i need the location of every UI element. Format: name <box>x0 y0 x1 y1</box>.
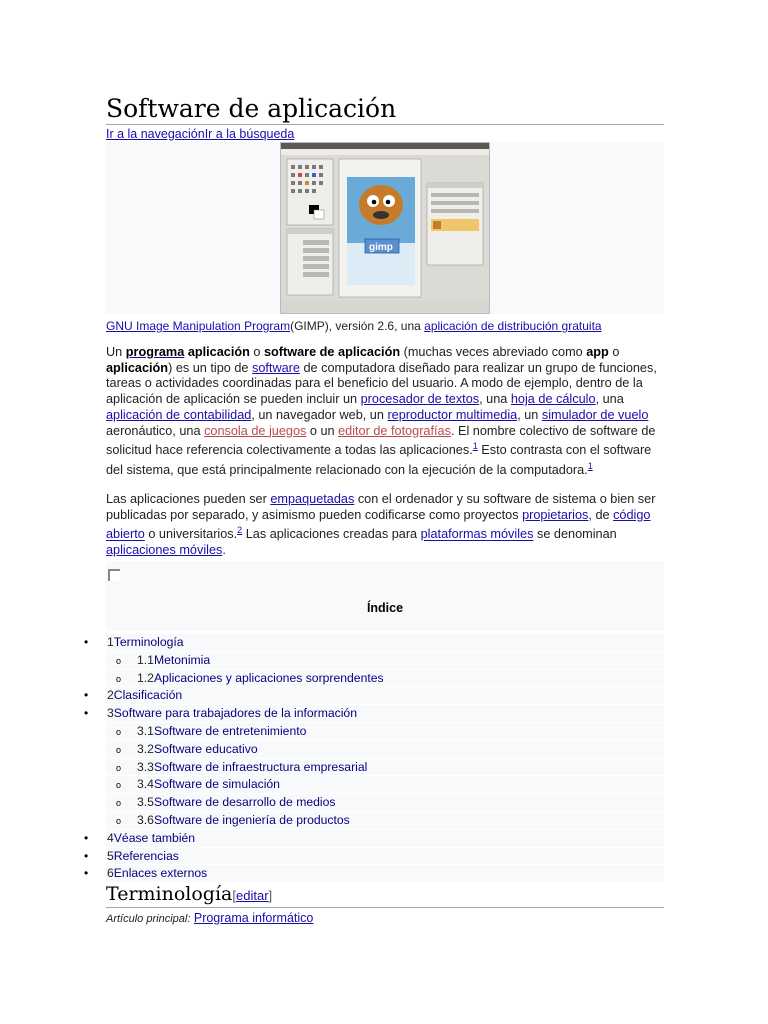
section-heading-terminologia: Terminología[editar] <box>106 883 664 908</box>
programa-link[interactable]: programa <box>125 345 185 359</box>
aplicaciones-moviles-link[interactable]: aplicaciones móviles <box>106 543 223 558</box>
bullet-icon: • <box>84 866 89 881</box>
toc-item[interactable] <box>84 634 664 652</box>
toc-number: 1.2 <box>137 670 154 685</box>
toc-item[interactable] <box>106 670 664 688</box>
plataformas-moviles-link[interactable]: plataformas móviles <box>420 527 534 542</box>
circle-bullet-icon: o <box>116 726 122 737</box>
toc-link[interactable]: Referencias <box>113 848 179 863</box>
reference-1b-link[interactable]: 1 <box>587 461 593 472</box>
toc-link[interactable]: Software de desarrollo de medios <box>153 795 336 810</box>
gimp-link[interactable]: GNU Image Manipulation Program <box>106 319 291 333</box>
circle-bullet-icon: o <box>116 673 122 684</box>
toc-item[interactable] <box>84 687 664 705</box>
toc-item[interactable] <box>106 776 664 794</box>
toc-number: 3.2 <box>137 741 154 756</box>
bullet-icon: • <box>84 635 89 649</box>
contabilidad-link[interactable]: aplicación de contabilidad <box>106 407 252 422</box>
toc-link[interactable]: Enlaces externos <box>113 866 208 881</box>
toc-link[interactable]: Clasificación <box>113 688 183 703</box>
toc-number: 3 <box>107 706 114 721</box>
circle-bullet-icon: o <box>116 762 122 773</box>
programa-informatico-link[interactable]: Programa informático <box>193 911 314 925</box>
reference-2-link[interactable]: 2 <box>237 525 243 536</box>
toc-number: 1 <box>107 635 114 649</box>
toc-item[interactable] <box>84 848 664 866</box>
circle-bullet-icon: o <box>116 798 122 809</box>
circle-bullet-icon: o <box>116 655 122 666</box>
bullet-icon: • <box>84 830 89 845</box>
reproductor-link[interactable]: reproductor multimedia <box>387 407 518 422</box>
hoja-calculo-link[interactable]: hoja de cálculo <box>510 392 596 407</box>
toc-item[interactable] <box>106 741 664 759</box>
second-paragraph: Las aplicaciones pueden ser empaquetadas con el ordenador y su software de sistema o bien ser publicadas por separado, y asimismo pueden codificarse como proyectos propietarios, de código abierto o universitarios.$^2$ Las aplicaciones creadas para plataformas móviles se denominan aplicaciones móviles. <box>106 492 656 558</box>
toc-number: 6 <box>107 866 114 881</box>
editor-fotografias-link[interactable]: editor de fotografías <box>338 423 451 438</box>
toc-number: 1.1 <box>137 652 154 667</box>
toc-item[interactable] <box>84 705 664 723</box>
bullet-icon: • <box>84 706 89 721</box>
circle-bullet-icon: o <box>116 744 122 755</box>
software-link[interactable]: software <box>252 360 300 375</box>
skip-to-navigation-link[interactable]: Ir a la navegación <box>106 127 205 141</box>
codigo-abierto-link[interactable]: código abierto <box>106 507 651 542</box>
reference-1-link[interactable]: 1 <box>472 441 478 452</box>
toc-number: 5 <box>107 848 114 863</box>
figure-caption: GNU Image Manipulation Program(GIMP), versión 2.6, una aplicación de distribución gratuita <box>106 319 602 333</box>
edit-section-link[interactable]: editar <box>236 888 269 903</box>
table-of-contents <box>84 634 664 883</box>
toc-number: 3.5 <box>137 795 154 810</box>
propietarios-link[interactable]: propietarios <box>522 507 589 522</box>
toc-link[interactable]: Software de simulación <box>153 777 280 792</box>
toc-link[interactable]: Véase también <box>113 830 196 845</box>
toc-link[interactable]: Software para trabajadores de la información <box>113 706 357 721</box>
toc-item[interactable] <box>106 812 664 830</box>
page-title: Software de aplicación <box>106 94 664 125</box>
toc-number: 2 <box>107 688 114 703</box>
toc-item[interactable] <box>106 794 664 812</box>
toc-link[interactable]: Software de ingeniería de productos <box>153 812 350 827</box>
toc-item[interactable] <box>106 759 664 777</box>
toc-number: 3.6 <box>137 812 154 827</box>
toc-number: 4 <box>107 830 114 845</box>
toc-number: 3.3 <box>137 759 154 774</box>
bullet-icon: • <box>84 848 89 863</box>
gimp-screenshot-image[interactable] <box>280 142 490 314</box>
toc-toggle-checkbox[interactable] <box>108 569 120 581</box>
toc-link[interactable]: Software de entretenimiento <box>153 723 307 738</box>
toc-link[interactable]: Metonimia <box>153 652 211 667</box>
toc-header <box>106 561 664 631</box>
intro-paragraph: Un programa aplicación o software de aplicación (muchas veces abreviado como app o aplicación) es un tipo de software de computadora diseñado para realizar un grupo de funciones, tareas o actividades coordinadas para el beneficio del usuario. A modo de ejemplo, dentro de la aplicación de aplicación se pueden incluir un procesador de textos, una hoja de cálculo, una aplicación de contabilidad, un navegador web, un reproductor multimedia, un simulador de vuelo aeronáutico, una consola de juegos o un editor de fotografías. El nombre colectivo de software de solicitud hace referencia colectivamente a todas las aplicaciones.$^1$ Esto contrasta con el software del sistema, que está principalmente relacionado con la ejecución de la computadora.$^1$ <box>106 345 657 478</box>
svg-text:gimp: gimp <box>369 242 393 253</box>
figure-box <box>106 142 664 314</box>
free-distribution-link[interactable]: aplicación de distribución gratuita <box>424 319 602 333</box>
toc-item[interactable] <box>106 652 664 670</box>
toc-number: 3.1 <box>137 723 154 738</box>
toc-item[interactable] <box>106 723 664 741</box>
toc-item[interactable] <box>84 830 664 848</box>
procesador-textos-link[interactable]: procesador de textos <box>360 392 480 407</box>
empaquetadas-link[interactable]: empaquetadas <box>270 492 355 506</box>
consola-juegos-link[interactable]: consola de juegos <box>204 423 307 438</box>
toc-link[interactable]: Terminología <box>113 635 184 649</box>
bullet-icon: • <box>84 688 89 703</box>
toc-link[interactable]: Software de infraestructura empresarial <box>153 759 368 774</box>
toc-item[interactable] <box>84 865 664 883</box>
toc-number: 3.4 <box>137 777 154 792</box>
circle-bullet-icon: o <box>116 815 122 826</box>
toc-link[interactable]: Aplicaciones y aplicaciones sorprendentes <box>153 670 384 685</box>
skip-links <box>106 127 294 141</box>
simulador-vuelo-link[interactable]: simulador de vuelo <box>541 407 649 422</box>
main-article-note: Artículo principal: Programa informático <box>106 911 314 925</box>
circle-bullet-icon: o <box>116 780 122 791</box>
skip-to-search-link[interactable]: Ir a la búsqueda <box>204 127 295 141</box>
toc-title: Índice <box>366 601 404 615</box>
toc-link[interactable]: Software educativo <box>153 741 258 756</box>
